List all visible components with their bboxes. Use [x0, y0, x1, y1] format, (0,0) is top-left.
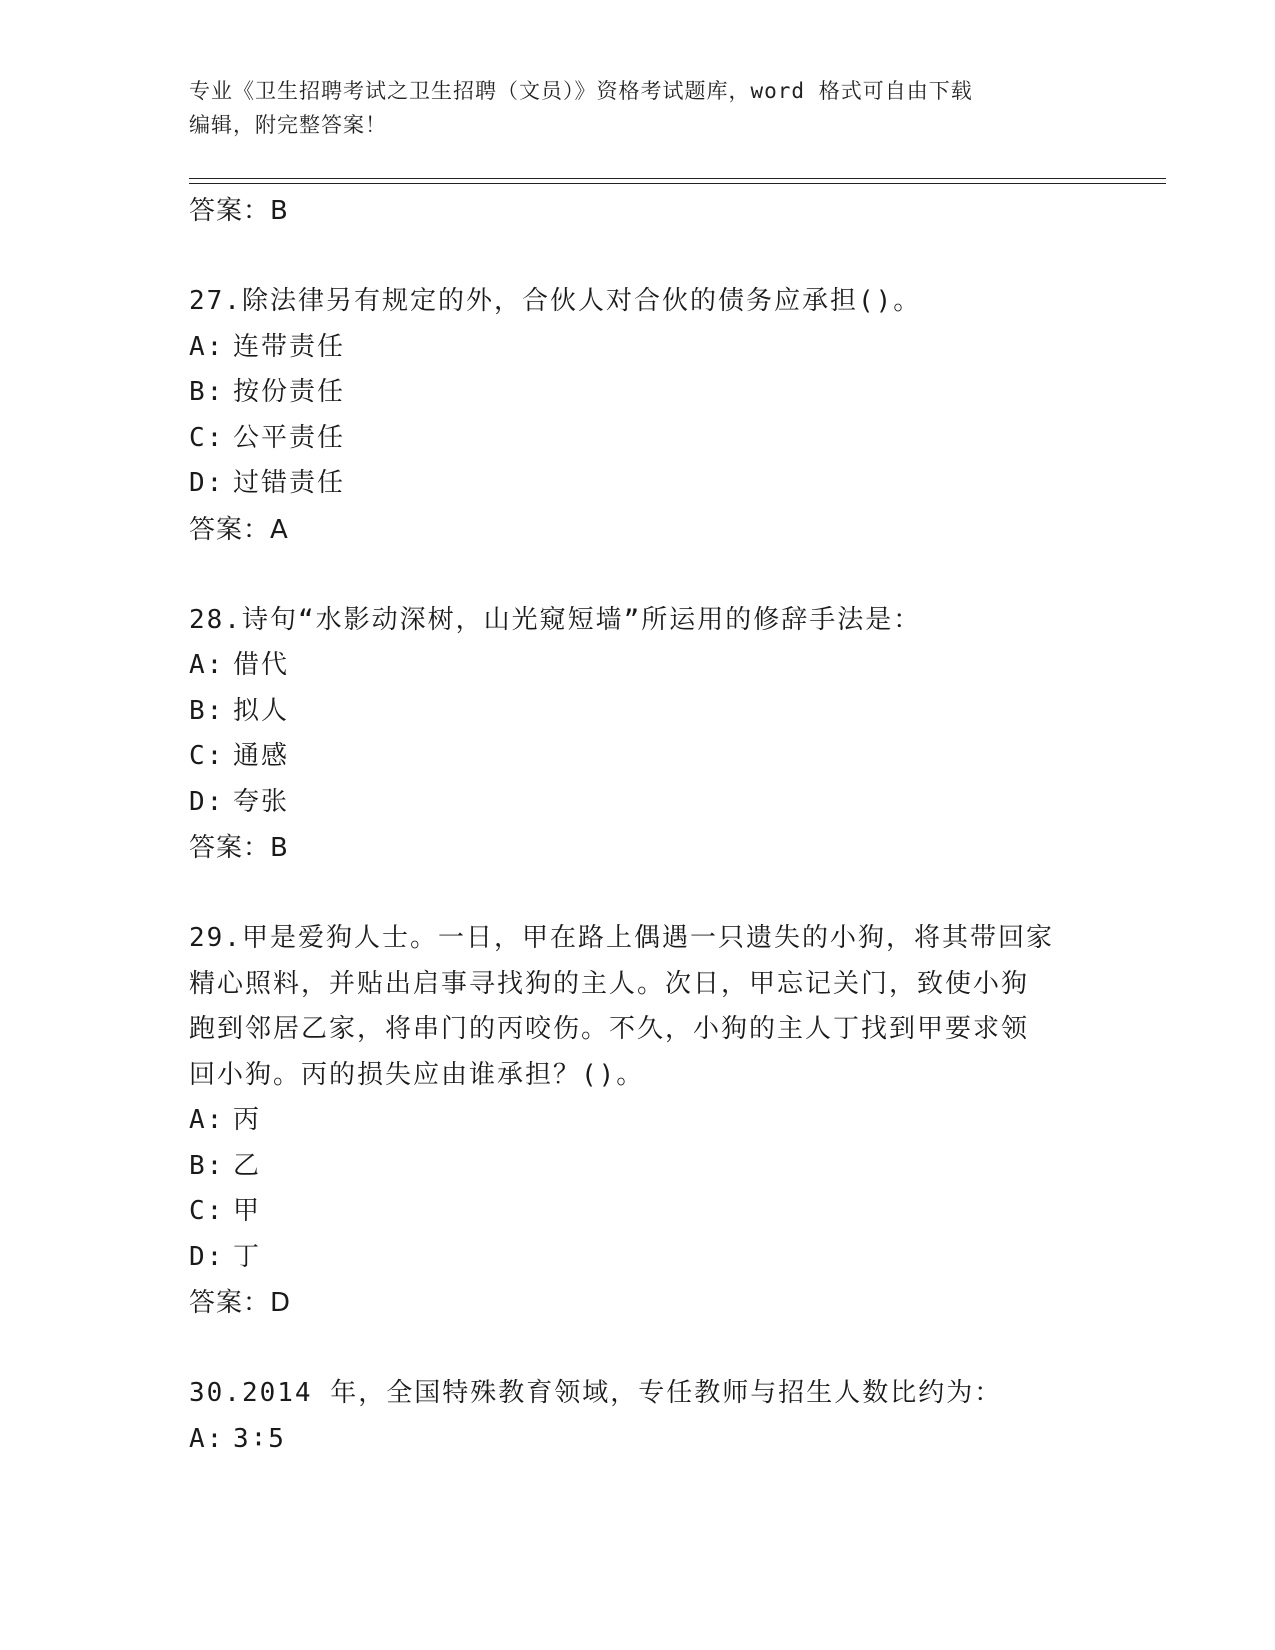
question-stem-line: 回小狗。丙的损失应由谁承担？()。: [189, 1059, 645, 1090]
question-27: [189, 279, 1089, 553]
question-stem: [189, 916, 1069, 1098]
question-30: [189, 1371, 1089, 1462]
option-text: 3∶5: [233, 1423, 286, 1454]
option-key: C:: [189, 1196, 225, 1226]
option-a: [189, 325, 1089, 371]
option-key: B:: [189, 1150, 225, 1181]
question-stem-line: 29.甲是爱狗人士。一日，甲在路上偶遇一只遗失的小狗，将其带回家: [189, 923, 1054, 953]
document-header: [189, 74, 1069, 142]
option-key: B:: [189, 377, 225, 407]
option-b: [189, 1144, 1089, 1190]
option-text: 甲: [233, 1196, 262, 1226]
header-divider-bottom: [189, 183, 1166, 184]
question-stem: 28.诗句“水影动深树，山光窥短墙”所运用的修辞手法是：: [189, 604, 922, 635]
option-b: [189, 689, 1089, 735]
option-d: [189, 1235, 1089, 1281]
option-key: D:: [189, 786, 225, 817]
option-key: A:: [189, 650, 225, 680]
option-c: [189, 1189, 1089, 1235]
answer-label: 答案：B: [189, 833, 289, 863]
option-text: 借代: [233, 650, 290, 680]
header-line-1: 专业《卫生招聘考试之卫生招聘（文员）》资格考试题库，word 格式可自由下载: [189, 79, 973, 103]
option-text: 通感: [233, 741, 290, 771]
option-key: A:: [189, 1105, 225, 1135]
question-list: [189, 188, 1089, 1462]
header-divider-top: [189, 178, 1166, 179]
option-d: [189, 461, 1089, 507]
option-key: C:: [189, 422, 225, 453]
option-text: 拟人: [233, 695, 290, 726]
option-c: [189, 416, 1089, 462]
question-stem-line: 精心照料，并贴出启事寻找狗的主人。次日，甲忘记关门，致使小狗: [189, 968, 1030, 999]
option-key: A:: [189, 331, 225, 362]
option-text: 按份责任: [233, 377, 346, 407]
question-stem: 27.除法律另有规定的外，合伙人对合伙的债务应承担()。: [189, 286, 922, 316]
question-29: [189, 916, 1089, 1326]
answer-label: 答案：D: [189, 1288, 292, 1318]
option-text: 乙: [233, 1150, 262, 1181]
header-line-2: 编辑，附完整答案！: [189, 113, 387, 137]
answer-label: 答案：A: [189, 514, 289, 545]
option-text: 夸张: [233, 786, 290, 817]
option-text: 丁: [233, 1241, 262, 1272]
question-28: [189, 598, 1089, 872]
option-a: [189, 643, 1089, 689]
answer-label: 答案：B: [189, 196, 289, 226]
question-stem: 30.2014 年，全国特殊教育领域，专任教师与招生人数比约为：: [189, 1378, 1003, 1408]
option-text: 过错责任: [233, 468, 346, 498]
option-a: [189, 1417, 1089, 1463]
option-key: C:: [189, 741, 225, 771]
option-a: [189, 1098, 1089, 1144]
option-key: B:: [189, 695, 225, 726]
option-text: 丙: [233, 1105, 262, 1135]
option-key: D:: [189, 1241, 225, 1272]
question-stem-line: 跑到邻居乙家，将串门的丙咬伤。不久，小狗的主人丁找到甲要求领: [189, 1014, 1030, 1044]
option-b: [189, 370, 1089, 416]
option-text: 公平责任: [233, 422, 346, 453]
option-key: D:: [189, 468, 225, 498]
option-key: A:: [189, 1423, 225, 1454]
option-c: [189, 734, 1089, 780]
option-d: [189, 780, 1089, 826]
option-text: 连带责任: [233, 331, 346, 362]
